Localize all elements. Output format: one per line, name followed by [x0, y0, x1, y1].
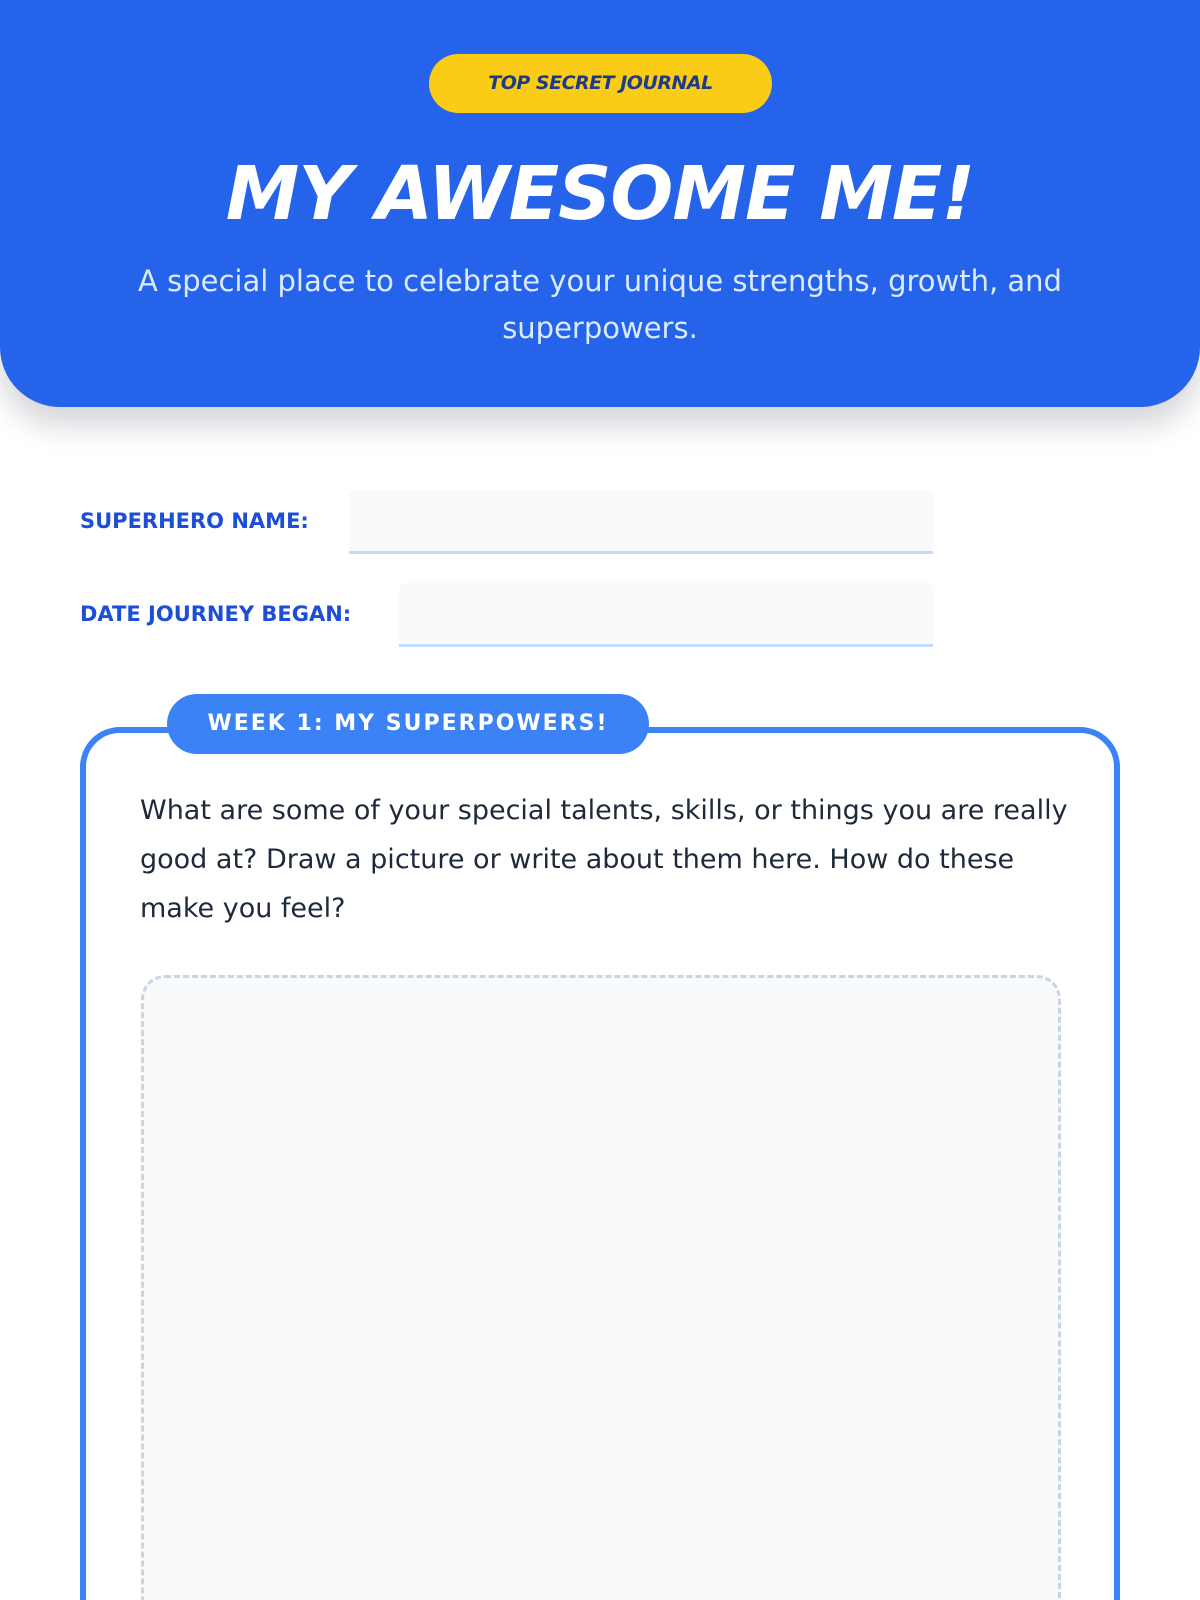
week-1-prompt: What are some of your special talents, skills, or things you are really good at? Draw a picture or write about them here. How do these make you feel? [140, 795, 1068, 924]
week-1-tab-label: WEEK 1: MY SUPERPOWERS! [167, 694, 649, 754]
top-secret-badge: TOP SECRET JOURNAL [429, 54, 772, 113]
hero-header [0, 0, 1200, 407]
week-1-drawing-area[interactable] [141, 975, 1061, 1600]
superhero-name-label: SUPERHERO NAME: [80, 509, 309, 533]
date-journey-began-label: DATE JOURNEY BEGAN: [80, 602, 352, 626]
page-title: MY AWESOME ME! [225, 151, 975, 237]
page-subtitle: A special place to celebrate your unique strengths, growth, and superpowers. [138, 264, 1062, 345]
superhero-name-field[interactable] [349, 490, 933, 554]
date-journey-began-field[interactable] [399, 583, 933, 647]
